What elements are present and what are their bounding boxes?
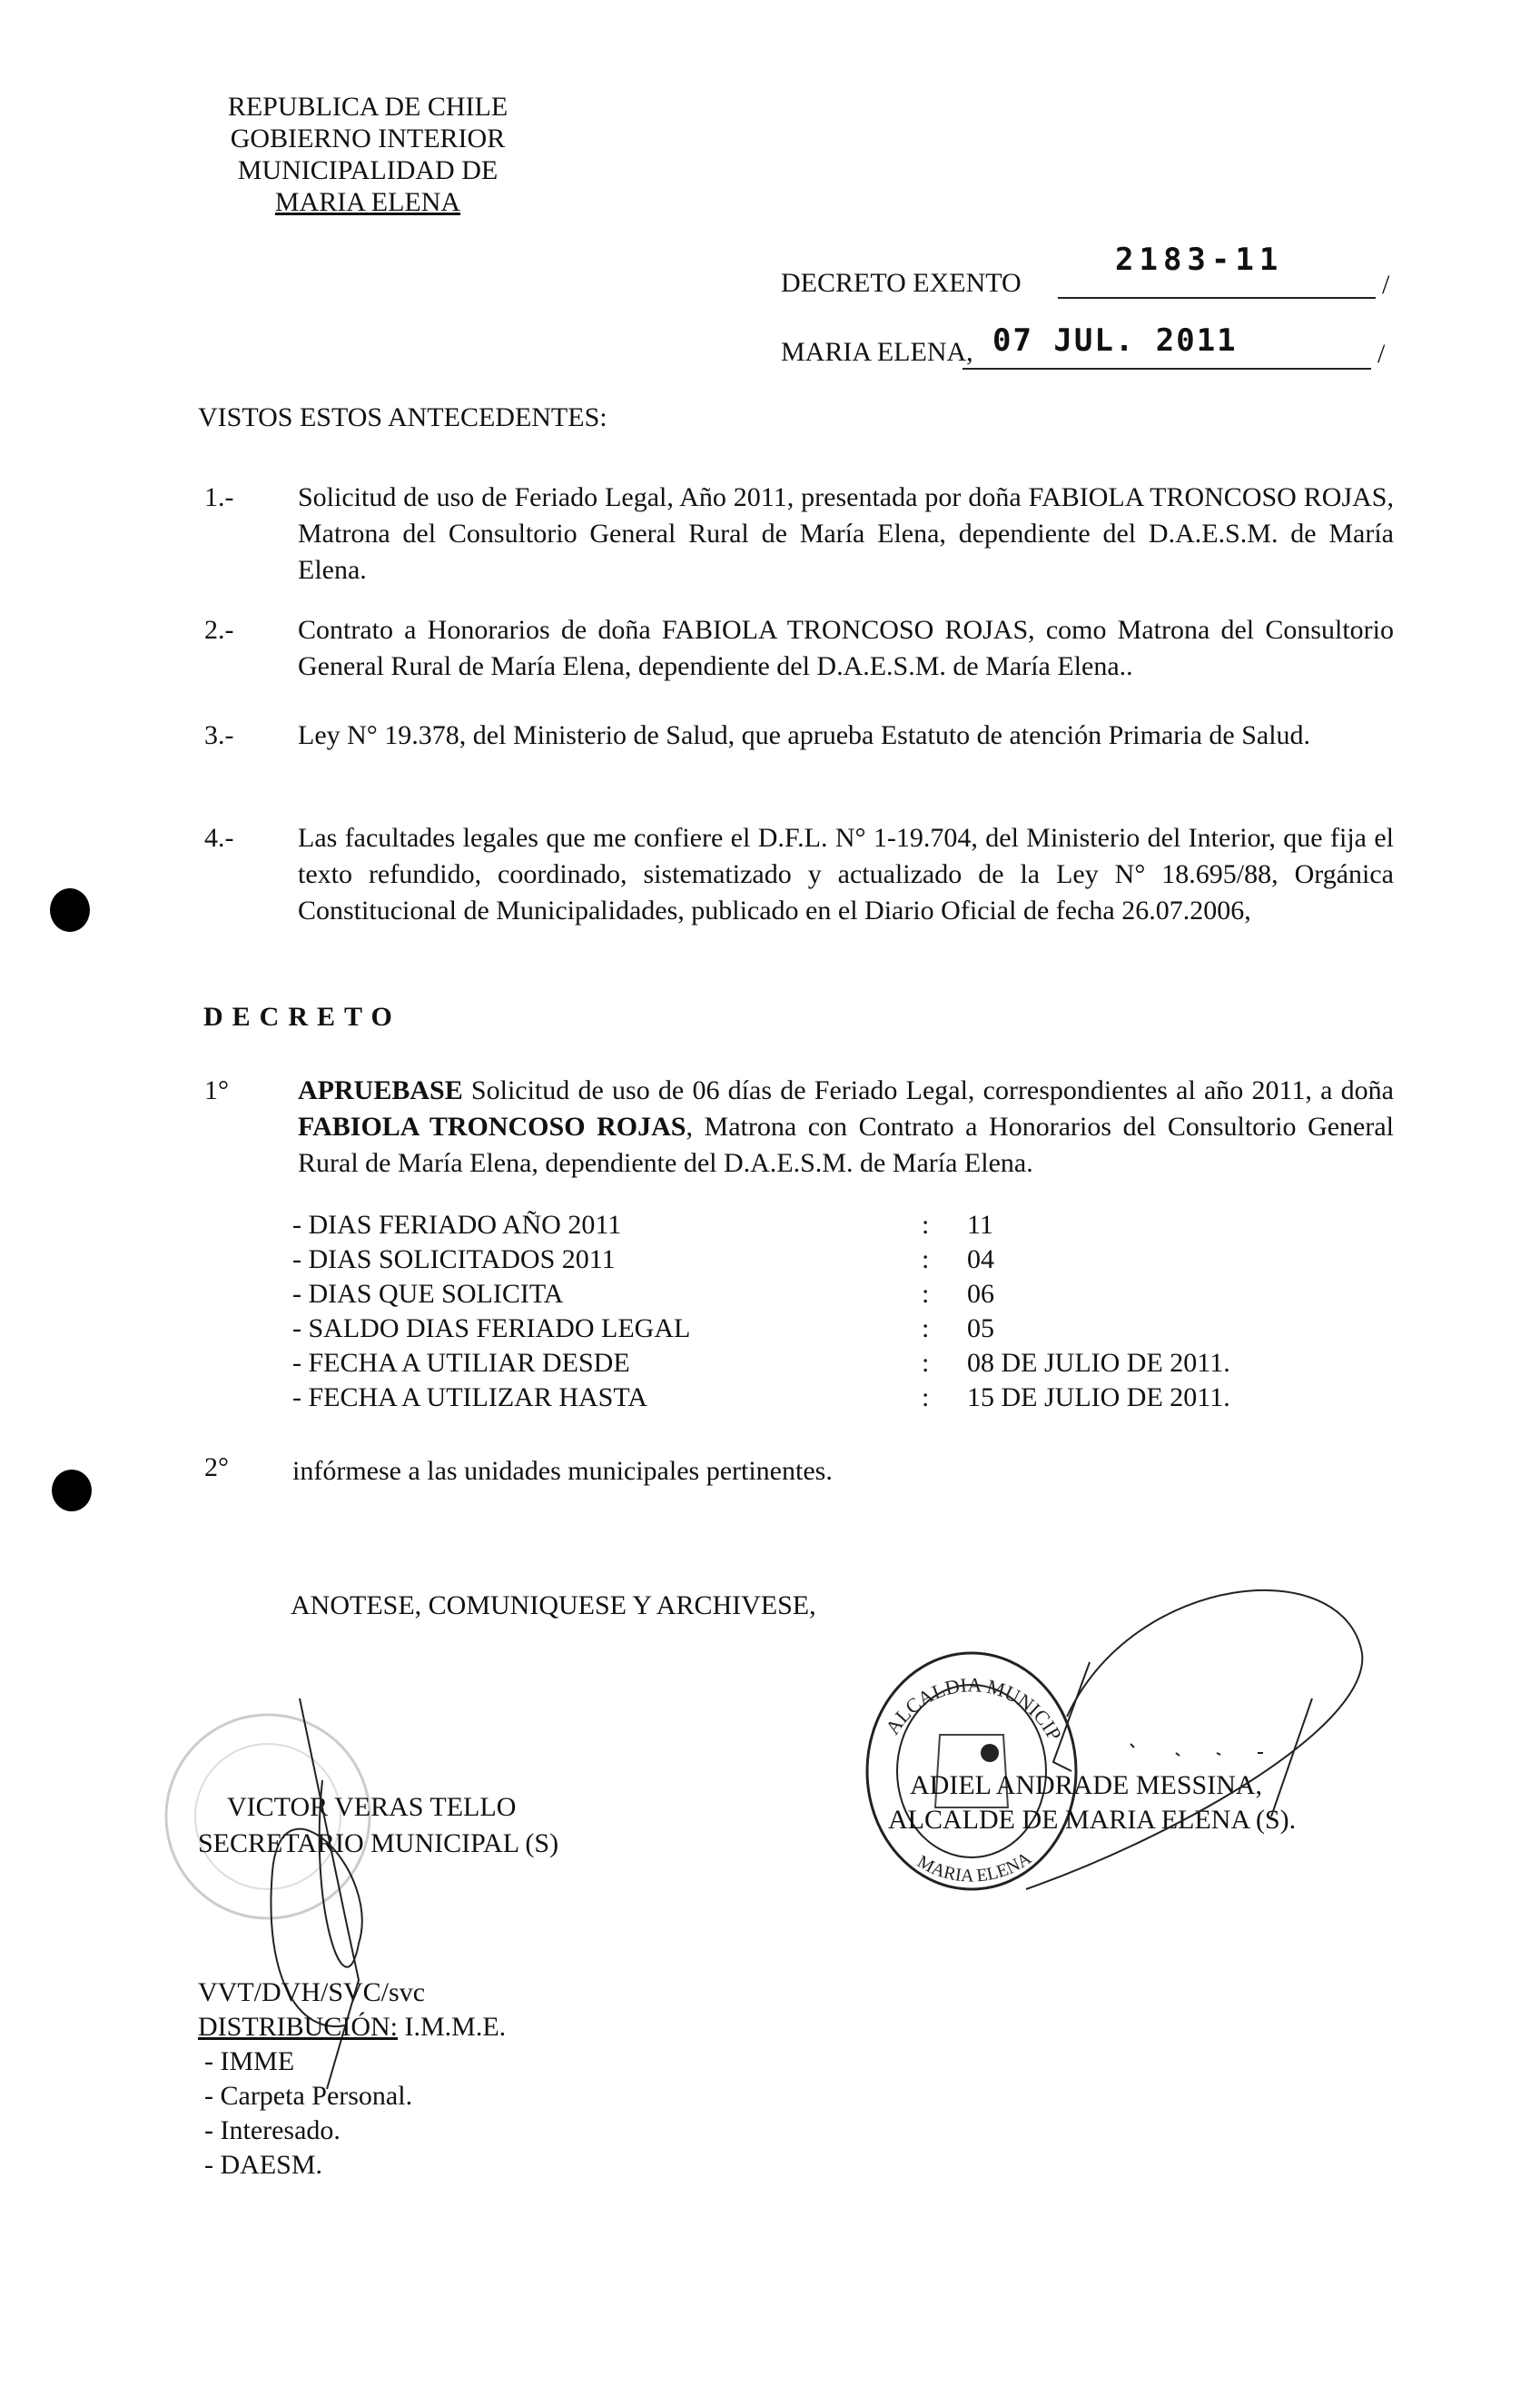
letterhead-line: MUNICIPALIDAD DE [237,155,499,185]
detail-label: - DIAS FERIADO AÑO 2011 [292,1210,622,1240]
slash: / [1377,339,1386,369]
letterhead-line: MARIA ELENA [274,187,461,217]
distribution-value: I.M.M.E. [398,2012,507,2042]
detail-value: 11 [967,1210,993,1240]
item-number: 1.- [204,482,234,512]
place-label: MARIA ELENA, [781,337,973,367]
colon: : [922,1382,930,1412]
item-number: 2.- [204,615,234,645]
distribution-item: - Carpeta Personal. [204,2081,413,2111]
decree-label: DECRETO EXENTO [781,268,1022,298]
vistos-title: VISTOS ESTOS ANTECEDENTES: [198,402,607,432]
item-number: 4.- [204,823,234,853]
distribution-item: - Interesado. [204,2115,341,2145]
secretary-name: VICTOR VERAS TELLO [227,1792,517,1822]
colon: : [922,1313,930,1343]
colon: : [922,1244,930,1274]
vistos-item: Las facultades legales que me confiere el D.F.L. N° 1-19.704, del Ministerio del Interior, que fija el texto refundido, coordinado, sistematizado y actualizado de la Ley N° 18.695/88, Orgánica Constitucional de Municipalidades, publicado en el Diario Oficial de fecha 26.07.2006, [298,823,1394,926]
date-stamp: 07 JUL. 2011 [992,322,1238,359]
closing-formula: ANOTESE, COMUNIQUESE Y ARCHIVESE, [291,1590,816,1620]
beneficiary-name: FABIOLA TRONCOSO ROJAS [298,1112,686,1142]
letterhead-line: GOBIERNO INTERIOR [230,124,506,153]
article-number: 2° [204,1452,229,1482]
detail-value: 04 [967,1244,994,1274]
detail-label: - DIAS SOLICITADOS 2011 [292,1244,616,1274]
detail-value: 15 DE JULIO DE 2011. [967,1382,1230,1412]
detail-value: 06 [967,1279,994,1309]
article-text: , Matrona con Contrato a Honorarios del Consultorio General Rural de María Elena, dependiente del D.A.E.S.M. de María Elena. [298,1112,1394,1178]
letterhead-line: REPUBLICA DE CHILE [227,92,508,122]
colon: : [922,1210,930,1240]
distribution-label: DISTRIBUCIÓN: [198,2012,399,2042]
article-number: 1° [204,1075,229,1105]
reference-initials: VVT/DVH/SVC/svc [198,1977,426,2007]
secretary-title: SECRETARIO MUNICIPAL (S) [198,1828,559,1858]
seal-top-text: ALCALDIA MUNICIPAL [846,1617,1066,1743]
slash: / [1382,270,1390,300]
detail-label: - SALDO DIAS FERIADO LEGAL [292,1313,691,1343]
vistos-item: Contrato a Honorarios de doña FABIOLA TRONCOSO ROJAS, como Matrona del Consultorio General Rural de María Elena, dependiente del D.A.E.S.M. de María Elena.. [298,615,1394,681]
detail-label: - FECHA A UTILIAR DESDE [292,1348,630,1378]
colon: : [922,1348,930,1378]
mayor-title: ALCALDE DE MARIA ELENA (S). [888,1805,1297,1835]
decreto-title: DECRETO [203,1002,401,1032]
detail-label: - DIAS QUE SOLICITA [292,1279,564,1309]
colon: : [922,1279,930,1309]
distribution-item: - IMME [204,2046,295,2076]
vistos-item: Ley N° 19.378, del Ministerio de Salud, que aprueba Estatuto de atención Primaria de Salud. [298,720,1311,750]
mayor-name: ADIEL ANDRADE MESSINA, [910,1770,1263,1800]
detail-value: 08 DE JULIO DE 2011. [967,1348,1230,1378]
distribution-heading [198,2011,506,2044]
article-2: infórmese a las unidades municipales pertinentes. [292,1456,833,1486]
vistos-item: Solicitud de uso de Feriado Legal, Año 2011, presentada por doña FABIOLA TRONCOSO ROJAS, Matrona del Consultorio General Rural de María Elena, dependiente del D.A.E.S.M. de María Elena. [298,482,1394,585]
detail-label: - FECHA A UTILIZAR HASTA [292,1382,647,1412]
distribution-item: - DAESM. [204,2150,323,2180]
seal-bottom-text: MARIA ELENA [913,1847,1035,1886]
approve-keyword: APRUEBASE [298,1075,463,1105]
item-number: 3.- [204,720,234,750]
decree-number-stamp: 2183-11 [1115,242,1284,278]
detail-value: 05 [967,1313,994,1343]
article-text: Solicitud de uso de 06 días de Feriado Legal, correspondientes al año 2011, a doña [462,1075,1394,1105]
